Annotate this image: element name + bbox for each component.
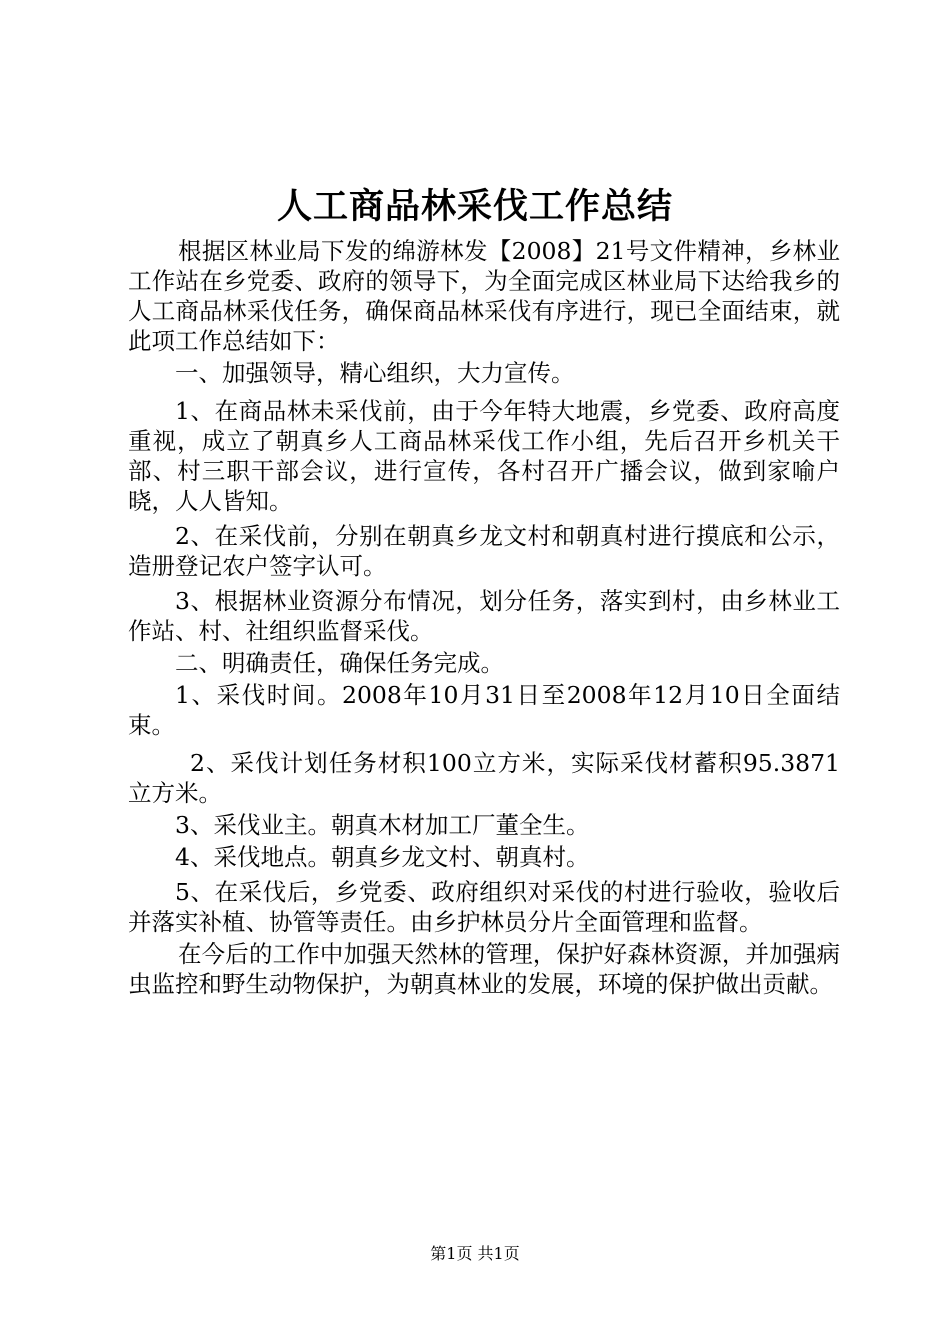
- closing-paragraph: 在今后的工作中加强天然林的管理，保护好森林资源，并加强病虫监控和野生动物保护，为朝真林业的发展，环境的保护做出贡献。: [128, 940, 840, 998]
- section-2-item-4: 4、采伐地点。朝真乡龙文村、朝真村。: [175, 843, 590, 871]
- section-2-item-1: 1、采伐时间。2008年10月31日至2008年12月10日全面结束。: [128, 681, 840, 739]
- section-2-item-3: 3、采伐业主。朝真木材加工厂董全生。: [175, 811, 590, 839]
- section-heading-2: 二、明确责任，确保任务完成。: [175, 649, 504, 677]
- section-1-item-1: 1、在商品林未采伐前，由于今年特大地震，乡党委、政府高度重视，成立了朝真乡人工商品林采伐工作小组，先后召开乡机关干部、村三职干部会议，进行宣传，各村召开广播会议，做到家喻户晓，人人皆知。: [128, 397, 840, 515]
- document-body: [128, 236, 840, 999]
- section-2-item-5: 5、在采伐后，乡党委、政府组织对采伐的村进行验收，验收后并落实补植、协管等责任。由乡护林员分片全面管理和监督。: [128, 878, 840, 936]
- section-1-item-3: 3、根据林业资源分布情况，划分任务，落实到村，由乡林业工作站、村、社组织监督采伐。: [128, 587, 840, 645]
- section-1-item-2: 2、在采伐前，分别在朝真乡龙文村和朝真村进行摸底和公示，造册登记农户签字认可。: [128, 522, 840, 580]
- intro-paragraph: 根据区林业局下发的绵游林发【2008】21号文件精神，乡林业工作站在乡党委、政府的领导下，为全面完成区林业局下达给我乡的人工商品林采伐任务，确保商品林采伐有序进行，现已全面结束，就此项工作总结如下：: [128, 237, 840, 355]
- page-number-footer: 第1页 共1页: [430, 1244, 520, 1263]
- section-heading-1: 一、加强领导，精心组织，大力宣传。: [175, 359, 575, 387]
- section-2-item-2: 2、采伐计划任务材积100立方米，实际采伐材蓄积95.3871立方米。: [128, 749, 840, 807]
- document-title: 人工商品林采伐工作总结: [276, 186, 673, 227]
